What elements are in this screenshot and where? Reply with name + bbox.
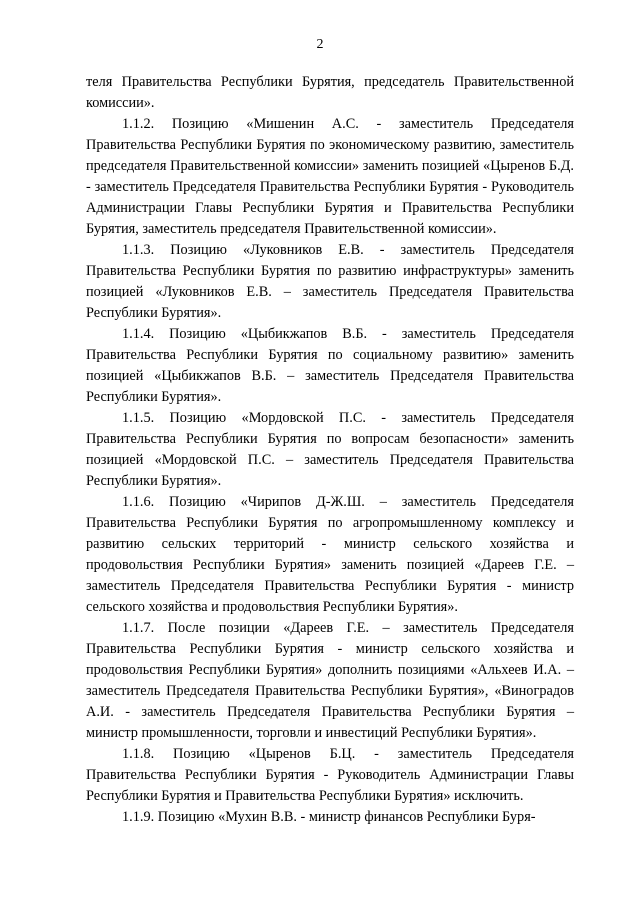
page-number: 2 <box>316 37 324 52</box>
document-body <box>86 72 574 828</box>
paragraph-1-1-8: 1.1.8. Позицию «Цыренов Б.Ц. - заместитель Председателя Правительства Республики Бурятия - Руководитель Администрации Главы Республики Бурятия и Правительства Республики Бурятия» исключить. <box>86 746 574 804</box>
paragraph-1-1-9: 1.1.9. Позицию «Мухин В.В. - министр финансов Республики Буря- <box>122 809 536 825</box>
paragraph-continuation: теля Правительства Республики Бурятия, председатель Правительственной комиссии». <box>86 74 574 111</box>
paragraph-1-1-5: 1.1.5. Позицию «Мордовской П.С. - заместитель Председателя Правительства Республики Бурятия по вопросам безопасности» заменить позицией «Мордовской П.С. – заместитель Председателя Правительства Республики Бурятия». <box>86 410 574 489</box>
paragraph-1-1-7: 1.1.7. После позиции «Дареев Г.Е. – заместитель Председателя Правительства Республики Бурятия - министр сельского хозяйства и продовольствия Республики Бурятия» дополнить позициями «Альхеев И.А. – заместитель Председателя Правительства Республики Бурятия», «Виноградов А.И. - заместитель Председателя Правительства Республики Бурятия – министр промышленности, торговли и инвестиций Республики Бурятия». <box>86 620 574 741</box>
paragraph-1-1-6: 1.1.6. Позицию «Чирипов Д-Ж.Ш. – заместитель Председателя Правительства Республики Бурятия по агропромышленному комплексу и развитию сельских территорий - министр сельского хозяйства и продовольствия Республики Бурятия» заменить позицией «Дареев Г.Е. – заместитель Председателя Правительства Республики Бурятия - министр сельского хозяйства и продовольствия Республики Бурятия». <box>86 494 574 615</box>
paragraph-1-1-4: 1.1.4. Позицию «Цыбикжапов В.Б. - заместитель Председателя Правительства Республики Бурятия по социальному развитию» заменить позицией «Цыбикжапов В.Б. – заместитель Председателя Правительства Республики Бурятия». <box>86 326 574 405</box>
paragraph-1-1-2: 1.1.2. Позицию «Мишенин А.С. - заместитель Председателя Правительства Республики Бурятия по экономическому развитию, заместитель председателя Правительственной комиссии» заменить позицией «Цыренов Б.Д. - заместитель Председателя Правительства Республики Бурятия - Руководитель Администрации Главы Республики Бурятия и Правительства Республики Бурятия, заместитель председателя Правительственной комиссии». <box>86 116 574 237</box>
paragraph-1-1-3: 1.1.3. Позицию «Луковников Е.В. - заместитель Председателя Правительства Республики Бурятия по развитию инфраструктуры» заменить позицией «Луковников Е.В. – заместитель Председателя Правительства Республики Бурятия». <box>86 242 574 321</box>
